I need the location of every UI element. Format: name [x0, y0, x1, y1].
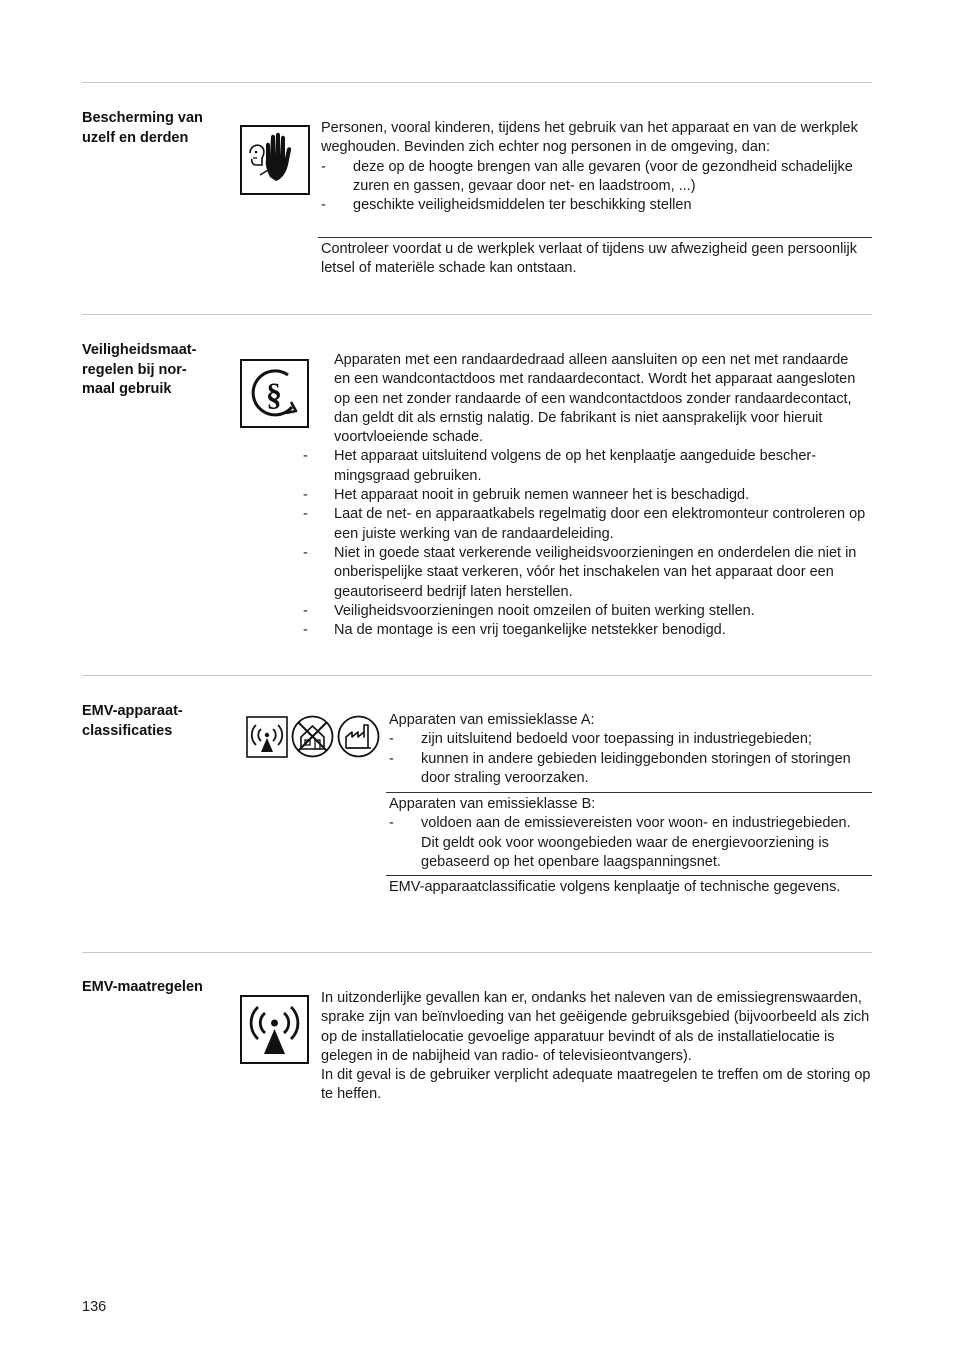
page-number: 136 [82, 1299, 107, 1315]
list-dash: - [303, 487, 308, 504]
section-body [303, 351, 868, 640]
emission-class-a-icon [246, 716, 288, 763]
section-body [321, 989, 871, 1105]
hazard-list [321, 158, 871, 216]
list-dash: - [303, 622, 308, 639]
list-item-text: Veiligheidsvoorzieningen nooit omzeilen of buiten werking stellen. [334, 602, 755, 619]
paragraph-law-icon [240, 359, 309, 433]
list-item [389, 750, 869, 789]
list-dash: - [389, 815, 394, 832]
list-item [303, 505, 868, 544]
emv-paragraph: In dit geval is de gebruiker verplicht adequate maatregelen te treffen om de storing op te heffen. [321, 1067, 871, 1103]
radiation-emission-icon [240, 995, 309, 1069]
note-block [318, 237, 872, 279]
list-dash: - [303, 448, 308, 465]
section-rule [82, 952, 872, 953]
list-item-text: Het apparaat nooit in gebruik nemen wanneer het is beschadigd. [334, 487, 750, 504]
list-item-text: Niet in goede staat verkerende veiligheidsvoorzieningen en onderdelen die niet in onberispelijke staat verkeren, vóór het inschakelen van het apparaat door een geautoriseerd bedrijf laten herstellen. [334, 544, 857, 600]
list-item [303, 544, 868, 602]
list-item-text: deze op de hoogte brengen van alle gevaren (voor de gezondheid schadelijke zuren en gassen, gevaar door net- en laadstroom, ...) [353, 158, 853, 194]
section-rule [82, 675, 872, 676]
section-rule [82, 314, 872, 315]
section-heading: EMV-maatregelen [82, 979, 203, 995]
list-item [389, 730, 869, 749]
list-item [321, 196, 871, 215]
no-residential-icon [291, 715, 334, 763]
list-dash: - [303, 544, 308, 561]
list-item-text: voldoen aan de emissievereisten voor woon- en industriegebieden. Dit geldt ook voor woongebieden waar de energievoorziening is gebaseerd op het openbare laagspanningsnet. [421, 815, 851, 870]
list-item [303, 486, 868, 505]
class-a-block [389, 711, 869, 788]
list-item-text: geschikte veiligheidsmiddelen ter beschikking stellen [353, 197, 692, 214]
safety-list [303, 351, 868, 640]
class-b-title: Apparaten van emissieklasse B: [389, 796, 596, 812]
list-dash: - [303, 602, 308, 619]
list-item-text: zijn uitsluitend bedoeld voor toepassing in industriegebieden; [421, 731, 812, 748]
note-block [386, 875, 872, 897]
list-dash: - [389, 731, 394, 748]
list-item [321, 158, 871, 197]
class-a-title: Apparaten van emissieklasse A: [389, 712, 595, 728]
list-item-text: Laat de net- en apparaatkabels regelmatig door een elektromonteur controleren op een juiste werking van de randaardeleiding. [334, 506, 866, 542]
list-item [303, 447, 868, 486]
list-dash: - [389, 750, 394, 767]
section-heading: Bescherming van uzelf en derden [82, 110, 203, 146]
list-item-text: Het apparaat uitsluitend volgens de op het kenplaatje aangeduide beschermingsgraad gebruiken. [334, 448, 817, 484]
list-item-text: kunnen in andere gebieden leidinggebonden storingen of storingen door straling veroorzaken. [421, 750, 851, 786]
list-dash: - [321, 197, 326, 214]
note-text: EMV-apparaatclassificatie volgens kenplaatje of technische gegevens. [389, 879, 841, 895]
section-heading: Veiligheidsmaatregelen bij normaal gebruik [82, 342, 197, 397]
list-dash: - [321, 158, 326, 175]
emv-paragraph: In uitzonderlijke gevallen kan er, ondanks het naleven van de emissiegrenswaarden, sprake zijn van beïnvloeding van het geëigende gebruiksgebied (bijvoorbeeld als zich op de installatielocatie gevoelige apparatuur bevindt of als de installatielocatie is gelegen in de nabijheid van radio- of televisieontvangers). [321, 990, 870, 1064]
list-item-text: Apparaten met een randaardedraad alleen aansluiten op een net met randaarde en een wandcontactdoos met randaardecontact. Wordt het apparaat aangesloten op een net zonder randaarde of een wandcontactdoos zonder randaardecontact, dan geldt dit als ernstig nalatig. De fabrikant is niet aansprakelijk voor hieruit voortvloeiende schade. [334, 352, 856, 446]
class-a-list [389, 730, 869, 788]
section-body [321, 119, 871, 215]
list-item [303, 621, 868, 640]
section-heading: EMV-apparaatclassificaties [82, 703, 183, 739]
list-item [389, 814, 872, 872]
class-b-block [386, 792, 872, 872]
list-item [303, 602, 868, 621]
note-text: Controleer voordat u de werkplek verlaat of tijdens uw afwezigheid geen persoonlijk letsel of materiële schade kan ontstaan. [321, 241, 857, 277]
list-item [303, 351, 868, 447]
industrial-factory-icon [337, 715, 380, 763]
class-b-list [389, 814, 872, 872]
list-dash: - [303, 506, 308, 523]
list-item-text: Na de montage is een vrij toegankelijke netstekker benodigd. [334, 622, 726, 639]
section-rule [82, 82, 872, 83]
intro-text: Personen, vooral kinderen, tijdens het gebruik van het apparaat en van de werkplek weghouden. Bevinden zich echter nog personen in de omgeving, dan: [321, 120, 858, 156]
svg-text:§: § [266, 376, 282, 412]
stop-hand-icon [240, 125, 310, 200]
